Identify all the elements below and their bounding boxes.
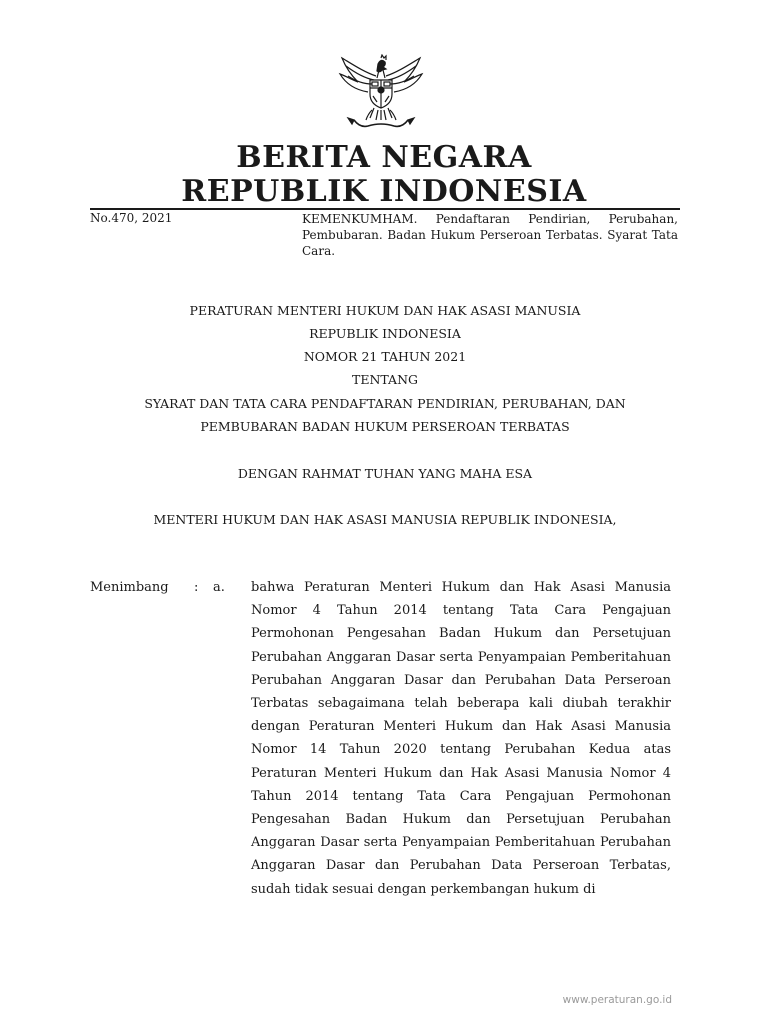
regulation-number: NOMOR 21 TAHUN 2021 xyxy=(303,349,467,364)
regulation-about: TENTANG xyxy=(351,372,418,387)
document-number: No.470, 2021 xyxy=(90,211,173,225)
regulation-country: REPUBLIK INDONESIA xyxy=(309,326,461,341)
document-summary: KEMENKUMHAM. Pendaftaran Pendirian, Perubahan, Pembubaran. Badan Hukum Perseroan Terbatas. Syarat Tata Cara. xyxy=(302,212,678,258)
regulation-subject-line1: SYARAT DAN TATA CARA PENDAFTARAN PENDIRIAN, PERUBAHAN, DAN xyxy=(144,396,626,411)
regulation-invocation: DENGAN RAHMAT TUHAN YANG MAHA ESA xyxy=(237,466,533,481)
regulation-title: PERATURAN MENTERI HUKUM DAN HAK ASASI MANUSIA xyxy=(189,303,581,318)
header-divider xyxy=(90,208,680,210)
regulation-issuer: MENTERI HUKUM DAN HAK ASASI MANUSIA REPUBLIK INDONESIA, xyxy=(153,512,617,527)
masthead-title: BERITA NEGARA xyxy=(236,140,532,175)
masthead-subtitle: REPUBLIK INDONESIA xyxy=(181,174,587,209)
considering-colon: : xyxy=(194,580,199,595)
garuda-emblem-icon xyxy=(334,54,428,134)
considering-item-text: bahwa Peraturan Menteri Hukum dan Hak Asasi Manusia Nomor 4 Tahun 2014 tentang Tata Cara Pengajuan Permohonan Pengesahan Badan Hukum dan Persetujuan Perubahan Anggaran Dasar serta Penyampaian Pemberitahuan Perubahan Anggaran Dasar dan Perubahan Data Perseroan Terbatas sebagaimana telah beberapa kali diubah terakhir dengan Peraturan Menteri Hukum dan Hak Asasi Manusia Nomor 14 Tahun 2020 tentang Perubahan Kedua atas Peraturan Menteri Hukum dan Hak Asasi Manusia Nomor 4 Tahun 2014 tentang Tata Cara Pengajuan Permohonan Pengesahan Badan Hukum dan Persetujuan Perubahan Anggaran Dasar serta Penyampaian Pemberitahuan Perubahan Anggaran Dasar dan Perubahan Data Perseroan Terbatas, sudah tidak sesuai dengan perkembangan hukum di xyxy=(251,580,671,897)
considering-item-letter: a. xyxy=(213,580,225,595)
footer-url[interactable]: www.peraturan.go.id xyxy=(562,994,672,1006)
regulation-subject-line2: PEMBUBARAN BADAN HUKUM PERSEROAN TERBATAS xyxy=(200,419,570,434)
considering-label: Menimbang xyxy=(90,580,169,595)
